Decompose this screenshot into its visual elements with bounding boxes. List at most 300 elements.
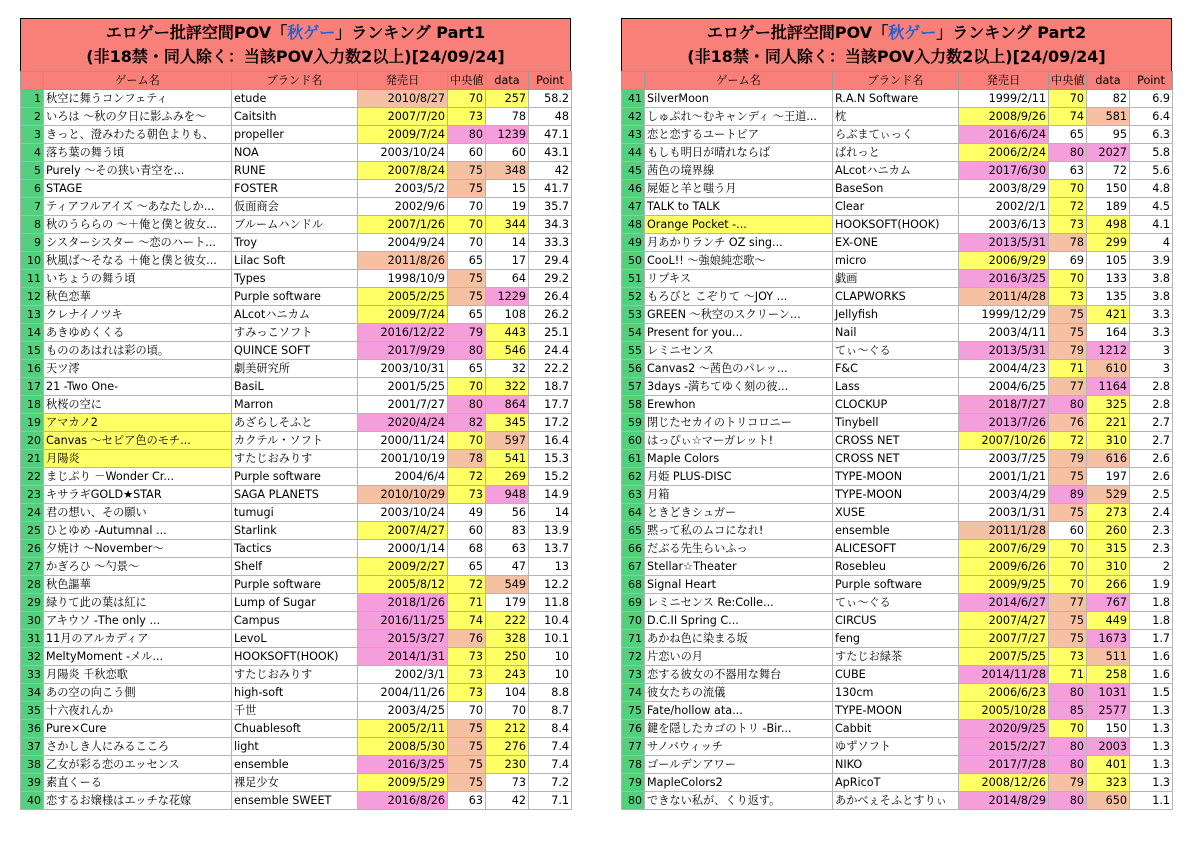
rank-cell: 46 — [622, 180, 645, 198]
release-date-cell: 2017/7/28 — [959, 756, 1049, 774]
release-date-cell: 2009/2/27 — [358, 558, 448, 576]
median-cell: 73 — [448, 666, 486, 684]
rank-cell: 12 — [21, 288, 44, 306]
title-prefix: エロゲー批評空間POV「 — [105, 23, 288, 42]
median-cell: 60 — [448, 522, 486, 540]
table-row — [622, 612, 1173, 630]
data-count-cell: 150 — [1087, 180, 1130, 198]
data-count-cell: 498 — [1087, 216, 1130, 234]
brand-cell: 仮面商会 — [232, 198, 358, 216]
game-name-cell: 月あかりランチ OZ sing... — [645, 234, 833, 252]
game-name-cell: Fate/hollow ata... — [645, 702, 833, 720]
point-cell: 1.3 — [1130, 738, 1173, 756]
brand-cell: EX-ONE — [833, 234, 959, 252]
rank-cell: 35 — [21, 702, 44, 720]
median-cell: 73 — [1049, 216, 1087, 234]
rank-cell: 63 — [622, 486, 645, 504]
brand-cell: BasiL — [232, 378, 358, 396]
data-count-cell: 78 — [486, 108, 529, 126]
data-count-cell: 17 — [486, 252, 529, 270]
data-count-cell: 650 — [1087, 792, 1130, 810]
point-cell: 4 — [1130, 234, 1173, 252]
median-cell: 72 — [448, 576, 486, 594]
data-count-cell: 221 — [1087, 414, 1130, 432]
release-date-cell: 2003/7/25 — [959, 450, 1049, 468]
game-name-cell: いちょうの舞う頃 — [44, 270, 232, 288]
median-cell: 68 — [448, 540, 486, 558]
release-date-cell: 2005/2/11 — [358, 720, 448, 738]
rank-cell: 45 — [622, 162, 645, 180]
rank-cell: 13 — [21, 306, 44, 324]
rank-cell: 10 — [21, 252, 44, 270]
game-name-cell: 彼女たちの流儀 — [645, 684, 833, 702]
point-cell: 7.4 — [529, 756, 572, 774]
brand-cell: QUINCE SOFT — [232, 342, 358, 360]
release-date-cell: 2008/9/26 — [959, 108, 1049, 126]
release-date-cell: 2003/8/29 — [959, 180, 1049, 198]
point-cell: 17.2 — [529, 414, 572, 432]
release-date-cell: 2007/1/26 — [358, 216, 448, 234]
median-cell: 70 — [448, 90, 486, 108]
game-name-cell: Signal Heart — [645, 576, 833, 594]
data-count-cell: 1673 — [1087, 630, 1130, 648]
release-date-cell: 2007/10/26 — [959, 432, 1049, 450]
game-name-cell: 11月のアルカディア — [44, 630, 232, 648]
median-cell: 80 — [1049, 684, 1087, 702]
median-cell: 75 — [1049, 324, 1087, 342]
game-name-cell: 恋するお嬢様はエッチな花嫁 — [44, 792, 232, 810]
title-line — [707, 21, 1086, 45]
data-count-cell: 108 — [486, 306, 529, 324]
point-cell: 11.8 — [529, 594, 572, 612]
game-name-cell: Canvas ～セピア色のモチ... — [44, 432, 232, 450]
median-cell: 49 — [448, 504, 486, 522]
median-cell: 70 — [1049, 720, 1087, 738]
game-name-cell: 3days -満ちてゆく刻の彼... — [645, 378, 833, 396]
point-cell: 1.1 — [1130, 792, 1173, 810]
release-date-cell: 2010/8/27 — [358, 90, 448, 108]
game-name-cell: 落ち葉の舞う頃 — [44, 144, 232, 162]
point-cell: 5.8 — [1130, 144, 1173, 162]
rank-cell: 56 — [622, 360, 645, 378]
brand-cell: TYPE-MOON — [833, 486, 959, 504]
rank-cell: 26 — [21, 540, 44, 558]
release-date-cell: 1998/10/9 — [358, 270, 448, 288]
rank-cell: 75 — [622, 702, 645, 720]
rank-cell: 7 — [21, 198, 44, 216]
game-name-cell: レミニセンス — [645, 342, 833, 360]
game-name-cell: 秋空に舞うコンフェティ — [44, 90, 232, 108]
release-date-cell: 2004/6/4 — [358, 468, 448, 486]
release-date-cell: 2016/12/22 — [358, 324, 448, 342]
brand-cell: 千世 — [232, 702, 358, 720]
data-count-cell: 323 — [1087, 774, 1130, 792]
brand-cell: HOOKSOFT(HOOK) — [833, 216, 959, 234]
median-cell: 71 — [1049, 666, 1087, 684]
table-row — [21, 702, 572, 720]
data-count-cell: 322 — [486, 378, 529, 396]
data-count-cell: 197 — [1087, 468, 1130, 486]
rank-cell: 9 — [21, 234, 44, 252]
table-row — [21, 648, 572, 666]
median-cell: 74 — [448, 612, 486, 630]
table-row — [622, 306, 1173, 324]
data-count-cell: 529 — [1087, 486, 1130, 504]
game-name-cell: 閉じたセカイのトリコロニー — [645, 414, 833, 432]
point-cell: 2.3 — [1130, 522, 1173, 540]
release-date-cell: 2009/9/25 — [959, 576, 1049, 594]
table-row — [622, 234, 1173, 252]
point-cell: 1.8 — [1130, 612, 1173, 630]
data-count-cell: 581 — [1087, 108, 1130, 126]
data-count-cell: 250 — [486, 648, 529, 666]
point-cell: 1.3 — [1130, 774, 1173, 792]
game-name-cell: できない私が、くり返す。 — [645, 792, 833, 810]
header-brand: ブランド名 — [232, 72, 358, 90]
point-cell: 13.7 — [529, 540, 572, 558]
data-count-cell: 546 — [486, 342, 529, 360]
point-cell: 29.2 — [529, 270, 572, 288]
table-row — [622, 558, 1173, 576]
release-date-cell: 2011/8/26 — [358, 252, 448, 270]
median-cell: 75 — [1049, 468, 1087, 486]
median-cell: 73 — [1049, 288, 1087, 306]
rank-cell: 33 — [21, 666, 44, 684]
release-date-cell: 2016/6/24 — [959, 126, 1049, 144]
game-name-cell: Pure×Cure — [44, 720, 232, 738]
point-cell: 14.9 — [529, 486, 572, 504]
rank-cell: 69 — [622, 594, 645, 612]
game-name-cell: Stellar☆Theater — [645, 558, 833, 576]
point-cell: 8.4 — [529, 720, 572, 738]
rank-cell: 36 — [21, 720, 44, 738]
data-count-cell: 60 — [486, 144, 529, 162]
median-cell: 79 — [1049, 342, 1087, 360]
game-name-cell: かぎろひ ～勺景～ — [44, 558, 232, 576]
release-date-cell: 2006/9/29 — [959, 252, 1049, 270]
release-date-cell: 2004/6/25 — [959, 378, 1049, 396]
brand-cell: Campus — [232, 612, 358, 630]
data-count-cell: 449 — [1087, 612, 1130, 630]
title-suffix: 」ランキング Part2 — [936, 23, 1087, 42]
point-cell: 6.4 — [1130, 108, 1173, 126]
point-cell: 43.1 — [529, 144, 572, 162]
rank-cell: 6 — [21, 180, 44, 198]
brand-cell: Jellyfish — [833, 306, 959, 324]
data-count-cell: 948 — [486, 486, 529, 504]
median-cell: 74 — [1049, 108, 1087, 126]
brand-cell: ALcotハニカム — [232, 306, 358, 324]
release-date-cell: 2014/6/27 — [959, 594, 1049, 612]
median-cell: 80 — [1049, 792, 1087, 810]
table-row — [21, 432, 572, 450]
point-cell: 17.7 — [529, 396, 572, 414]
brand-cell: etude — [232, 90, 358, 108]
release-date-cell: 2003/4/29 — [959, 486, 1049, 504]
point-cell: 3.8 — [1130, 288, 1173, 306]
ranking-panel-part2 — [621, 18, 1172, 810]
release-date-cell: 2004/9/24 — [358, 234, 448, 252]
game-name-cell: 鍵を隠したカゴのトリ -Bir... — [645, 720, 833, 738]
brand-cell: すたじおみりす — [232, 666, 358, 684]
game-name-cell: リプキス — [645, 270, 833, 288]
data-count-cell: 269 — [486, 468, 529, 486]
median-cell: 80 — [1049, 738, 1087, 756]
rank-cell: 22 — [21, 468, 44, 486]
table-row — [21, 198, 572, 216]
table-row — [622, 180, 1173, 198]
median-cell: 72 — [448, 468, 486, 486]
point-cell: 26.2 — [529, 306, 572, 324]
median-cell: 70 — [448, 378, 486, 396]
median-cell: 75 — [1049, 612, 1087, 630]
game-name-cell: 秋桜の空に — [44, 396, 232, 414]
rank-cell: 51 — [622, 270, 645, 288]
brand-cell: NOA — [232, 144, 358, 162]
game-name-cell: 恋と恋するユートピア — [645, 126, 833, 144]
rank-cell: 54 — [622, 324, 645, 342]
data-count-cell: 266 — [1087, 576, 1130, 594]
game-name-cell: 月陽炎 — [44, 450, 232, 468]
median-cell: 80 — [1049, 144, 1087, 162]
table-row — [21, 414, 572, 432]
point-cell: 41.7 — [529, 180, 572, 198]
table-row — [21, 90, 572, 108]
brand-cell: CLAPWORKS — [833, 288, 959, 306]
median-cell: 75 — [448, 738, 486, 756]
brand-cell: CROSS NET — [833, 432, 959, 450]
rank-cell: 43 — [622, 126, 645, 144]
game-name-cell: アキウソ -The only ... — [44, 612, 232, 630]
point-cell: 7.4 — [529, 738, 572, 756]
table-row — [21, 144, 572, 162]
release-date-cell: 2007/6/29 — [959, 540, 1049, 558]
header-rank — [21, 72, 44, 90]
table-row — [21, 360, 572, 378]
point-cell: 2 — [1130, 558, 1173, 576]
data-count-cell: 549 — [486, 576, 529, 594]
game-name-cell: まじぷり －Wonder Cr... — [44, 468, 232, 486]
brand-cell: らぶまてぃっく — [833, 126, 959, 144]
release-date-cell: 2001/1/21 — [959, 468, 1049, 486]
table-row — [21, 180, 572, 198]
rank-cell: 14 — [21, 324, 44, 342]
point-cell: 22.2 — [529, 360, 572, 378]
median-cell: 70 — [1049, 576, 1087, 594]
game-name-cell: 21 -Two One- — [44, 378, 232, 396]
rank-cell: 65 — [622, 522, 645, 540]
brand-cell: すたじおみりす — [232, 450, 358, 468]
data-count-cell: 243 — [486, 666, 529, 684]
point-cell: 1.9 — [1130, 576, 1173, 594]
brand-cell: Purple software — [232, 576, 358, 594]
table-row — [622, 414, 1173, 432]
table-row — [21, 126, 572, 144]
rank-cell: 32 — [21, 648, 44, 666]
table-row — [21, 288, 572, 306]
game-name-cell: アマカノ2 — [44, 414, 232, 432]
release-date-cell: 2003/4/25 — [358, 702, 448, 720]
release-date-cell: 2001/10/19 — [358, 450, 448, 468]
point-cell: 1.3 — [1130, 756, 1173, 774]
table-row — [622, 666, 1173, 684]
table-header — [21, 72, 572, 90]
rank-cell: 34 — [21, 684, 44, 702]
median-cell: 70 — [1049, 90, 1087, 108]
data-count-cell: 19 — [486, 198, 529, 216]
data-count-cell: 344 — [486, 216, 529, 234]
header-rank — [622, 72, 645, 90]
release-date-cell: 2000/11/24 — [358, 432, 448, 450]
median-cell: 70 — [1049, 180, 1087, 198]
median-cell: 72 — [1049, 432, 1087, 450]
point-cell: 6.3 — [1130, 126, 1173, 144]
release-date-cell: 2016/11/25 — [358, 612, 448, 630]
median-cell: 75 — [448, 270, 486, 288]
table-row — [622, 648, 1173, 666]
game-name-cell: Present for you... — [645, 324, 833, 342]
game-name-cell: 片恋いの月 — [645, 648, 833, 666]
release-date-cell: 1999/2/11 — [959, 90, 1049, 108]
game-name-cell: 素直くーる — [44, 774, 232, 792]
median-cell: 76 — [448, 630, 486, 648]
point-cell: 24.4 — [529, 342, 572, 360]
median-cell: 80 — [1049, 756, 1087, 774]
data-count-cell: 212 — [486, 720, 529, 738]
point-cell: 13 — [529, 558, 572, 576]
release-date-cell: 2001/5/25 — [358, 378, 448, 396]
table-row — [622, 360, 1173, 378]
brand-cell: Shelf — [232, 558, 358, 576]
brand-cell: CROSS NET — [833, 450, 959, 468]
release-date-cell: 2013/5/31 — [959, 342, 1049, 360]
game-name-cell: レミニセンス Re:Colle... — [645, 594, 833, 612]
game-name-cell: 君の想い、その願い — [44, 504, 232, 522]
table-row — [622, 342, 1173, 360]
median-cell: 65 — [448, 360, 486, 378]
table-row — [21, 756, 572, 774]
median-cell: 65 — [448, 558, 486, 576]
table-row — [21, 630, 572, 648]
data-count-cell: 230 — [486, 756, 529, 774]
header-median: 中央値 — [1049, 72, 1087, 90]
table-row — [622, 792, 1173, 810]
data-count-cell: 56 — [486, 504, 529, 522]
release-date-cell: 2003/10/24 — [358, 504, 448, 522]
data-count-cell: 315 — [1087, 540, 1130, 558]
release-date-cell: 2020/4/24 — [358, 414, 448, 432]
table-row — [21, 162, 572, 180]
rank-cell: 40 — [21, 792, 44, 810]
brand-cell: TYPE-MOON — [833, 468, 959, 486]
median-cell: 70 — [1049, 540, 1087, 558]
rank-cell: 52 — [622, 288, 645, 306]
brand-cell: Troy — [232, 234, 358, 252]
release-date-cell: 2005/10/28 — [959, 702, 1049, 720]
brand-cell: 劇美研究所 — [232, 360, 358, 378]
point-cell: 3.9 — [1130, 252, 1173, 270]
data-count-cell: 2003 — [1087, 738, 1130, 756]
rank-cell: 78 — [622, 756, 645, 774]
table-row — [622, 684, 1173, 702]
data-count-cell: 616 — [1087, 450, 1130, 468]
release-date-cell: 2011/4/28 — [959, 288, 1049, 306]
point-cell: 7.2 — [529, 774, 572, 792]
release-date-cell: 2004/4/23 — [959, 360, 1049, 378]
game-name-cell: 月箱 — [645, 486, 833, 504]
release-date-cell: 2009/5/29 — [358, 774, 448, 792]
table-row — [21, 324, 572, 342]
point-cell: 29.4 — [529, 252, 572, 270]
brand-cell: Chuablesoft — [232, 720, 358, 738]
data-count-cell: 276 — [486, 738, 529, 756]
game-name-cell: ときどきシュガー — [645, 504, 833, 522]
brand-cell: BaseSon — [833, 180, 959, 198]
data-count-cell: 2027 — [1087, 144, 1130, 162]
rank-cell: 8 — [21, 216, 44, 234]
brand-cell: CIRCUS — [833, 612, 959, 630]
rank-cell: 15 — [21, 342, 44, 360]
release-date-cell: 2014/8/29 — [959, 792, 1049, 810]
point-cell: 10.1 — [529, 630, 572, 648]
title-highlight: 秋ゲー — [888, 23, 937, 42]
brand-cell: Lump of Sugar — [232, 594, 358, 612]
table-row — [622, 576, 1173, 594]
rank-cell: 42 — [622, 108, 645, 126]
brand-cell: ApRicoT — [833, 774, 959, 792]
median-cell: 75 — [1049, 306, 1087, 324]
point-cell: 3.3 — [1130, 306, 1173, 324]
brand-cell: NIKO — [833, 756, 959, 774]
brand-cell: Tactics — [232, 540, 358, 558]
data-count-cell: 421 — [1087, 306, 1130, 324]
data-count-cell: 597 — [486, 432, 529, 450]
median-cell: 73 — [448, 648, 486, 666]
brand-cell: あかべぇそふとすりぃ — [833, 792, 959, 810]
point-cell: 47.1 — [529, 126, 572, 144]
rank-cell: 16 — [21, 360, 44, 378]
median-cell: 70 — [448, 198, 486, 216]
brand-cell: LevoL — [232, 630, 358, 648]
point-cell: 15.2 — [529, 468, 572, 486]
median-cell: 63 — [448, 792, 486, 810]
median-cell: 77 — [1049, 378, 1087, 396]
median-cell: 71 — [1049, 360, 1087, 378]
median-cell: 79 — [1049, 774, 1087, 792]
median-cell: 70 — [1049, 270, 1087, 288]
point-cell: 12.2 — [529, 576, 572, 594]
subtitle: (非18禁・同人除く：当該POV入力数2以上)[24/09/24] — [86, 47, 505, 66]
rank-cell: 60 — [622, 432, 645, 450]
release-date-cell: 2015/3/27 — [358, 630, 448, 648]
release-date-cell: 2006/6/23 — [959, 684, 1049, 702]
subtitle: (非18禁・同人除く：当該POV入力数2以上)[24/09/24] — [687, 47, 1106, 66]
release-date-cell: 2003/5/2 — [358, 180, 448, 198]
rank-cell: 50 — [622, 252, 645, 270]
data-count-cell: 401 — [1087, 756, 1130, 774]
brand-cell: 130cm — [833, 684, 959, 702]
rank-cell: 67 — [622, 558, 645, 576]
median-cell: 79 — [448, 324, 486, 342]
data-count-cell: 42 — [486, 792, 529, 810]
data-count-cell: 273 — [1087, 504, 1130, 522]
ranking-panel-part1 — [20, 18, 571, 810]
release-date-cell: 2002/3/1 — [358, 666, 448, 684]
data-count-cell: 47 — [486, 558, 529, 576]
point-cell: 2.8 — [1130, 396, 1173, 414]
median-cell: 65 — [1049, 126, 1087, 144]
table-row — [21, 342, 572, 360]
